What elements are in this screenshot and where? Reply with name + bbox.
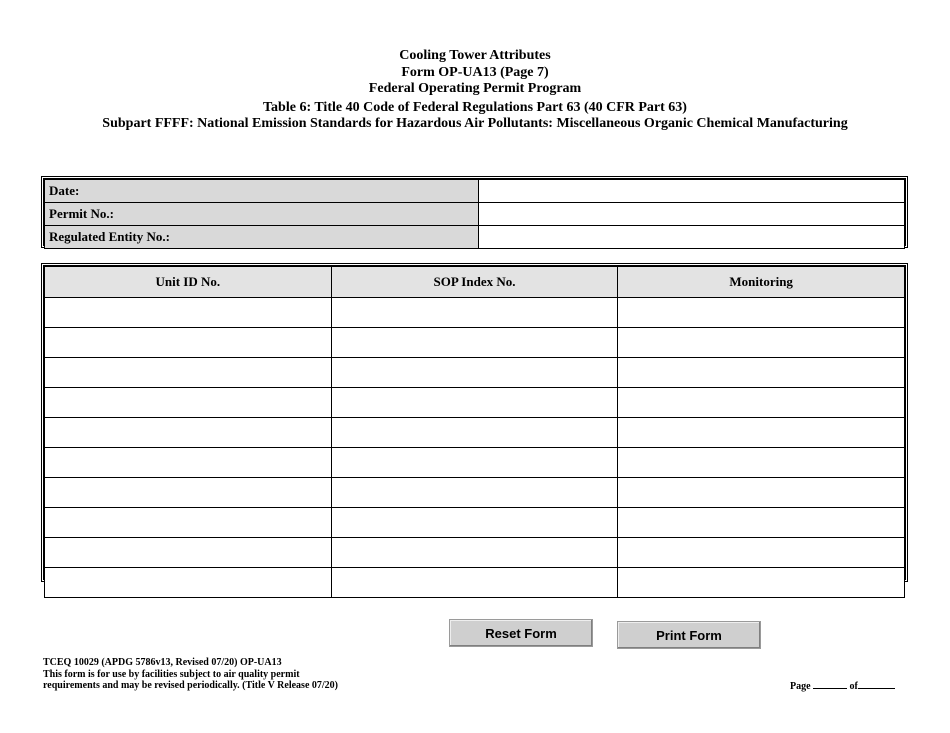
sop-index-cell[interactable] — [331, 508, 618, 538]
sop-index-cell[interactable] — [331, 418, 618, 448]
monitoring-cell[interactable] — [618, 448, 905, 478]
sop-index-cell[interactable] — [331, 478, 618, 508]
table-row — [45, 538, 905, 568]
sop-index-cell[interactable] — [331, 568, 618, 598]
monitoring-cell[interactable] — [618, 358, 905, 388]
sop-index-cell[interactable] — [331, 328, 618, 358]
column-header-sop-index: SOP Index No. — [331, 267, 618, 298]
sop-index-cell[interactable] — [331, 388, 618, 418]
date-field[interactable] — [479, 180, 905, 203]
footer-usage-note: This form is for use by facilities subject to air quality permit — [43, 668, 300, 680]
page-total-field[interactable] — [858, 679, 895, 689]
attributes-table — [44, 266, 905, 598]
form-title: Cooling Tower Attributes — [399, 48, 551, 63]
monitoring-cell[interactable] — [618, 478, 905, 508]
sop-index-cell[interactable] — [331, 538, 618, 568]
table-title: Table 6: Title 40 Code of Federal Regulations Part 63 (40 CFR Part 63) — [263, 99, 687, 115]
unit-id-cell[interactable] — [45, 568, 332, 598]
unit-id-cell[interactable] — [45, 448, 332, 478]
page-label: Page — [790, 681, 811, 692]
program-name: Federal Operating Permit Program — [368, 81, 582, 96]
footer-notes — [43, 657, 338, 692]
regulated-entity-field[interactable] — [479, 226, 905, 249]
monitoring-cell[interactable] — [618, 298, 905, 328]
regulated-entity-label: Regulated Entity No.: — [45, 226, 479, 249]
table-row — [45, 568, 905, 598]
date-label: Date: — [45, 180, 479, 203]
reset-form-button[interactable]: Reset Form — [449, 619, 593, 647]
unit-id-cell[interactable] — [45, 358, 332, 388]
sop-index-cell[interactable] — [331, 448, 618, 478]
subpart-title: Subpart FFFF: National Emission Standards for Hazardous Air Pollutants: Miscellaneous Organic Chemical Manufacturing — [102, 116, 848, 131]
table-header-row — [45, 267, 905, 298]
monitoring-cell[interactable] — [618, 568, 905, 598]
table-row — [45, 358, 905, 388]
column-header-unit-id: Unit ID No. — [45, 267, 332, 298]
permit-number-label: Permit No.: — [45, 203, 479, 226]
monitoring-cell[interactable] — [618, 418, 905, 448]
table-row — [45, 418, 905, 448]
table-row — [45, 328, 905, 358]
column-header-monitoring: Monitoring — [618, 267, 905, 298]
unit-id-cell[interactable] — [45, 328, 332, 358]
table-row — [45, 448, 905, 478]
attributes-table-section — [41, 263, 908, 582]
table-body — [45, 298, 905, 598]
unit-id-cell[interactable] — [45, 388, 332, 418]
footer-form-id: TCEQ 10029 (APDG 5786v13, Revised 07/20) OP-UA13 — [43, 657, 282, 668]
unit-id-cell[interactable] — [45, 478, 332, 508]
unit-id-cell[interactable] — [45, 508, 332, 538]
sop-index-cell[interactable] — [331, 298, 618, 328]
unit-id-cell[interactable] — [45, 418, 332, 448]
monitoring-cell[interactable] — [618, 328, 905, 358]
monitoring-cell[interactable] — [618, 538, 905, 568]
permit-number-field[interactable] — [479, 203, 905, 226]
monitoring-cell[interactable] — [618, 388, 905, 418]
of-label: of — [849, 681, 858, 692]
info-section — [41, 176, 908, 248]
table-row — [45, 478, 905, 508]
form-number: Form OP-UA13 (Page 7) — [401, 64, 549, 80]
form-header — [0, 48, 950, 133]
monitoring-cell[interactable] — [618, 508, 905, 538]
footer-revision-note: requirements and may be revised periodically. (Title V Release 07/20) — [43, 680, 338, 691]
unit-id-cell[interactable] — [45, 298, 332, 328]
unit-id-cell[interactable] — [45, 538, 332, 568]
table-row — [45, 298, 905, 328]
sop-index-cell[interactable] — [331, 358, 618, 388]
print-form-button[interactable]: Print Form — [617, 621, 761, 649]
page-number-field[interactable] — [813, 679, 847, 689]
page-number — [790, 679, 895, 692]
table-row — [45, 508, 905, 538]
table-row — [45, 388, 905, 418]
